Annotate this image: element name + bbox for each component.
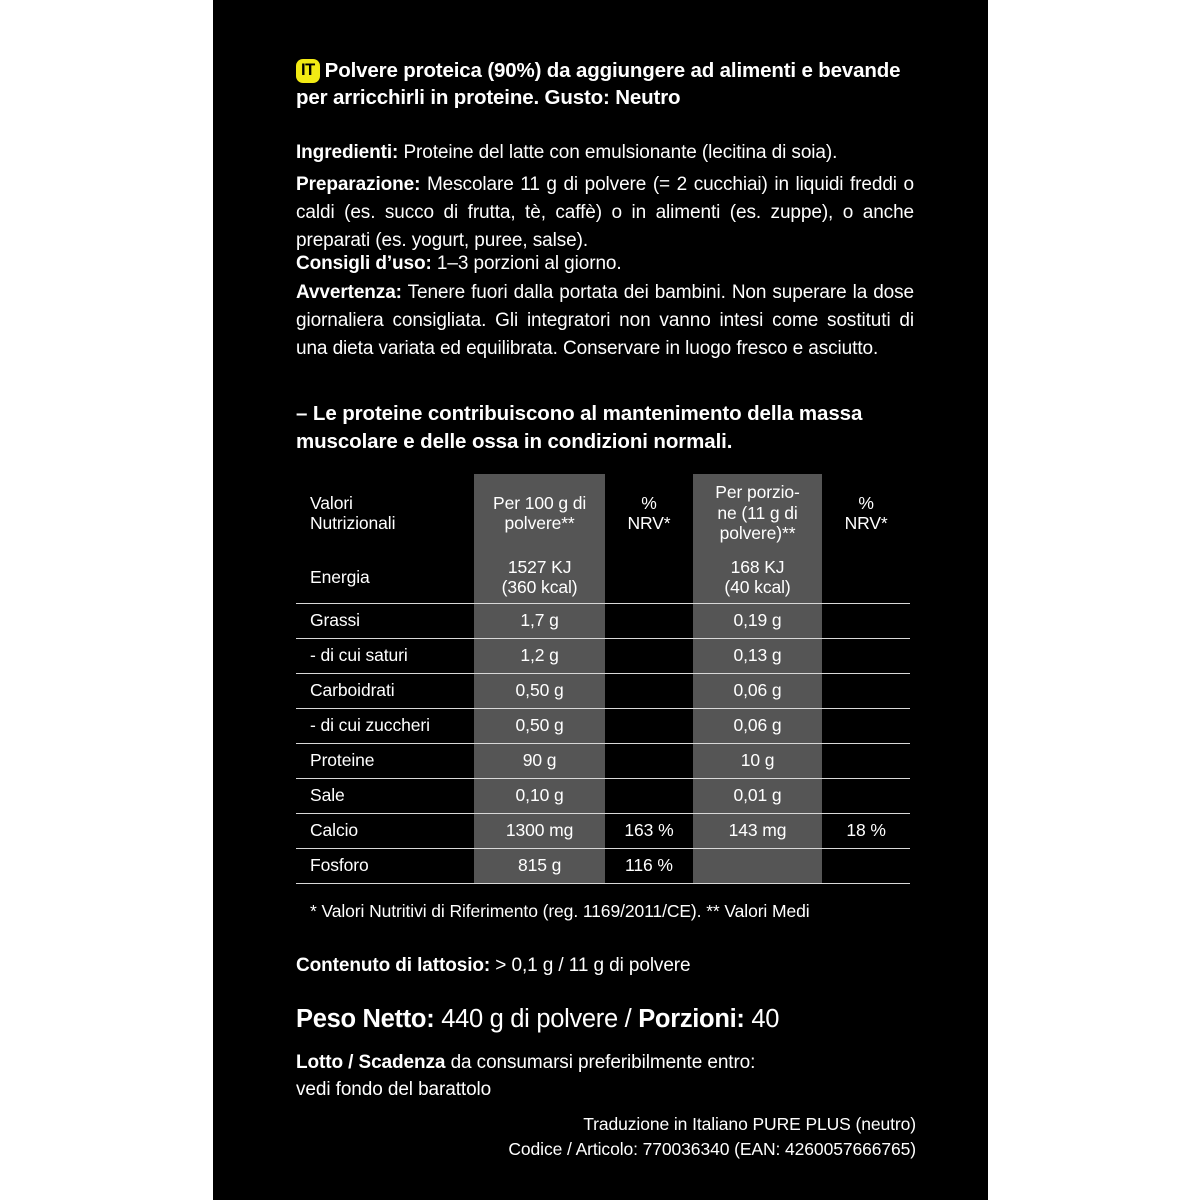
header-values-line2: Nutrizionali (310, 513, 396, 533)
row-per-100g: 0,50 g (474, 708, 605, 743)
table-header-row (296, 474, 910, 552)
nutrition-table (296, 474, 910, 884)
row-nrv-2 (822, 743, 910, 778)
translation-code-block (296, 1112, 916, 1162)
header-portion-line3: polvere)** (719, 523, 796, 544)
row-nrv-1 (605, 708, 693, 743)
row-per-100g: 0,50 g (474, 673, 605, 708)
lactose-value: > 0,1 g / 11 g di polvere (495, 955, 691, 976)
lot-expiry (296, 1050, 914, 1104)
section-text-preparazione: Mescolare 11 g di polvere (= 2 cucchiai) in liquidi freddi o caldi (es. succo di frutta, tè, caffè) o in alimenti (es. zuppe), o anche preparati (es. yogurt, puree, salse). (296, 174, 914, 251)
section-label-avvertenza: Avvertenza: (296, 282, 402, 303)
nutrition-table-head (296, 474, 910, 552)
section-text-consigli-uso: 1–3 porzioni al giorno. (436, 253, 622, 274)
row-nrv-1: 116 % (605, 848, 693, 883)
row-name: Sale (296, 778, 474, 813)
section-ingredienti (296, 139, 914, 167)
header-per100-line1: Per 100 g di (493, 492, 587, 513)
article-code-line: Codice / Articolo: 770036340 (EAN: 4260057666765) (508, 1138, 916, 1159)
row-nrv-1 (605, 778, 693, 813)
row-nrv-1 (605, 552, 693, 603)
lactose-label: Contenuto di lattosio: (296, 955, 491, 976)
header-cell-values (296, 474, 474, 552)
row-per-100g: 1,2 g (474, 638, 605, 673)
row-nrv-2 (822, 708, 910, 743)
section-preparazione (296, 171, 914, 255)
header-portion-line2: ne (11 g di (717, 502, 798, 523)
servings-label: Porzioni: (638, 1005, 745, 1033)
table-row (296, 813, 910, 848)
row-nrv-2 (822, 673, 910, 708)
row-nrv-2 (822, 638, 910, 673)
header-portion-line1: Per porzio- (715, 482, 800, 503)
row-per-portion: 0,19 g (693, 603, 822, 638)
row-per-portion: 0,06 g (693, 673, 822, 708)
table-row (296, 848, 910, 883)
row-name: Fosforo (296, 848, 474, 883)
row-nrv-1 (605, 638, 693, 673)
section-label-ingredienti: Ingredienti: (296, 142, 399, 163)
header-nrv1-line1: % (641, 492, 657, 513)
row-per-portion-line1: 168 KJ (730, 556, 785, 577)
row-per-100g (474, 552, 605, 603)
row-nrv-2 (822, 778, 910, 813)
header-values-line1: Valori (310, 492, 353, 513)
headline-text: Polvere proteica (90%) da aggiungere ad alimenti e bevande per arricchirli in proteine. Gusto: Neutro (296, 59, 901, 110)
section-label-preparazione: Preparazione: (296, 174, 421, 195)
black-label-panel (213, 0, 988, 1200)
row-per-portion: 143 mg (693, 813, 822, 848)
table-row (296, 552, 910, 603)
row-name: - di cui zuccheri (296, 708, 474, 743)
row-nrv-1 (605, 603, 693, 638)
section-text-avvertenza: Tenere fuori dalla portata dei bambini. Non superare la dose giornaliera consigliata. Gli integratori non vanno intesi come sostituti di una dieta variata ed equilibrata. Conservare in luogo fresco e asciutto. (296, 282, 914, 359)
table-row (296, 743, 910, 778)
section-label-consigli-uso: Consigli d’uso: (296, 253, 432, 274)
row-nrv-1 (605, 743, 693, 778)
row-name: Energia (296, 552, 474, 603)
row-per-portion: 0,06 g (693, 708, 822, 743)
section-text-ingredienti: Proteine del latte con emulsionante (lecitina di soia). (403, 142, 838, 163)
row-per-portion (693, 552, 822, 603)
table-row (296, 603, 910, 638)
section-avvertenza (296, 279, 914, 363)
row-nrv-2: 18 % (822, 813, 910, 848)
row-nrv-1 (605, 673, 693, 708)
servings-value: 40 (751, 1005, 780, 1033)
lot-expiry-label: Lotto / Scadenza (296, 1052, 446, 1073)
row-name: Proteine (296, 743, 474, 778)
row-per-portion: 10 g (693, 743, 822, 778)
net-weight-label: Peso Netto: (296, 1005, 435, 1033)
lot-expiry-line2: vedi fondo del barattolo (296, 1078, 492, 1100)
language-badge-it: IT (296, 59, 320, 83)
row-name: - di cui saturi (296, 638, 474, 673)
header-cell-per-100g (474, 474, 605, 552)
row-nrv-2 (822, 552, 910, 603)
header-cell-nrv-1 (605, 474, 693, 552)
header-nrv1-line2: NRV* (627, 513, 671, 533)
translation-line: Traduzione in Italiano PURE PLUS (neutro) (583, 1114, 916, 1134)
net-weight-servings (296, 1005, 779, 1034)
row-per-100g: 1300 mg (474, 813, 605, 848)
row-per-100g: 1,7 g (474, 603, 605, 638)
row-per-100g: 815 g (474, 848, 605, 883)
row-per-100g-line1: 1527 KJ (507, 556, 572, 577)
header-nrv2-line2: NRV* (844, 513, 888, 533)
net-weight-value: 440 g di polvere / (441, 1005, 632, 1033)
row-name: Grassi (296, 603, 474, 638)
header-nrv2-line1: % (858, 492, 874, 513)
header-per100-line2: polvere** (504, 513, 575, 533)
table-row (296, 778, 910, 813)
table-row (296, 673, 910, 708)
section-consigli-uso (296, 250, 914, 278)
row-per-portion: 0,13 g (693, 638, 822, 673)
row-name: Calcio (296, 813, 474, 848)
row-nrv-2 (822, 848, 910, 883)
row-name: Carboidrati (296, 673, 474, 708)
header-cell-per-portion (693, 474, 822, 552)
row-nrv-2 (822, 603, 910, 638)
table-footnote: * Valori Nutritivi di Riferimento (reg. 1169/2011/CE). ** Valori Medi (310, 901, 810, 921)
lactose-content (296, 955, 691, 977)
row-per-100g: 0,10 g (474, 778, 605, 813)
nutrition-table-body (296, 552, 910, 883)
table-row (296, 638, 910, 673)
row-nrv-1: 163 % (605, 813, 693, 848)
row-per-portion: 0,01 g (693, 778, 822, 813)
headline (296, 57, 916, 111)
row-per-portion (693, 848, 822, 883)
table-row (296, 708, 910, 743)
row-per-100g-line2: (360 kcal) (501, 577, 578, 598)
row-per-100g: 90 g (474, 743, 605, 778)
header-cell-nrv-2 (822, 474, 910, 552)
row-per-portion-line2: (40 kcal) (724, 577, 791, 598)
health-claim: – Le proteine contribuiscono al mantenimento della massa muscolare e delle ossa in condizioni normali. (296, 402, 863, 453)
lot-expiry-text: da consumarsi preferibilmente entro: (450, 1052, 756, 1073)
